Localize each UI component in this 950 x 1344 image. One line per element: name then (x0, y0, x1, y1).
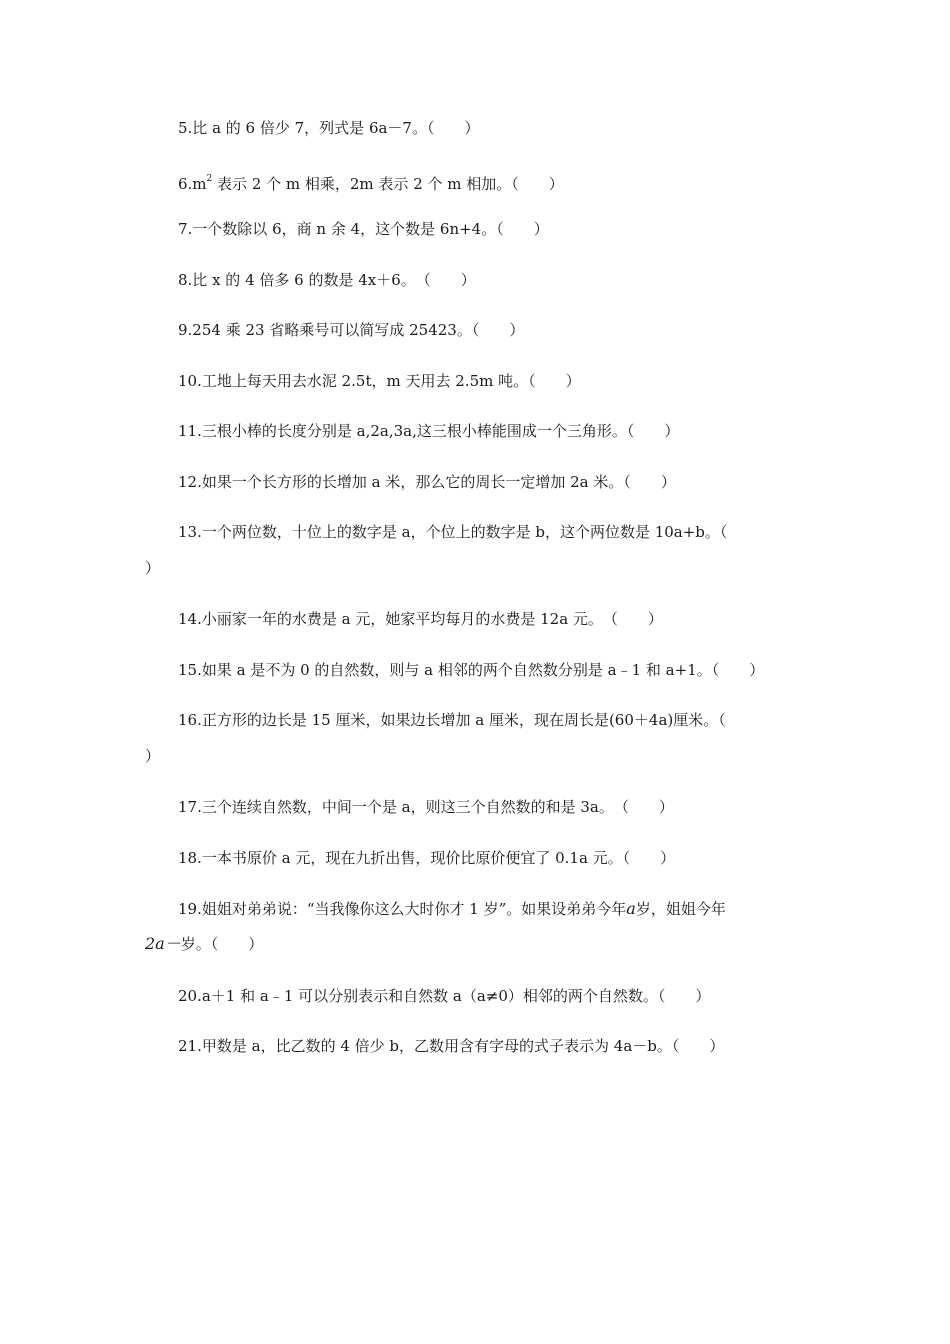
q19-variable: a (626, 899, 636, 918)
q19-part-a: 19.姐姐对弟弟说：“当我像你这么大时你才 1 岁”。如果设弟弟今年 (178, 900, 627, 918)
question-13: 13.一个两位数，十位上的数字是 a，个位上的数字是 b，这个两位数是 10a+b。（ (178, 523, 728, 541)
question-7: 7.一个数除以 6，商 n 余 4，这个数是 6n+4。（ ） (178, 220, 549, 238)
question-5: 5.比 a 的 6 倍少 7，列式是 6a－7。（ ） (178, 119, 480, 137)
question-6 (178, 169, 564, 194)
question-11: 11.三根小棒的长度分别是 a,2a,3a,这三根小棒能围成一个三角形。（ ） (178, 422, 680, 440)
question-21: 21.甲数是 a，比乙数的 4 倍少 b，乙数用含有字母的式子表示为 4a－b。（ ） (178, 1037, 725, 1055)
question-14: 14.小丽家一年的水费是 a 元，她家平均每月的水费是 12a 元。 （ ） (178, 610, 663, 628)
question-12: 12.如果一个长方形的长增加 a 米，那么它的周长一定增加 2a 米。（ ） (178, 473, 676, 491)
q6-part-b: 表示 2 个 m 相乘，2m 表示 2 个 m 相加。（ ） (212, 175, 564, 193)
question-19 (178, 899, 726, 919)
question-16: 16.正方形的边长是 15 厘米，如果边长增加 a 厘米，现在周长是(60＋4a)厘米。（ (178, 711, 726, 729)
q19-part-c: 岁。（ ） (180, 935, 264, 953)
question-16-continuation: ） (145, 747, 161, 765)
q19-expression: 2a－ (145, 934, 181, 953)
question-18: 18.一本书原价 a 元，现在九折出售，现价比原价便宜了 0.1a 元。（ ） (178, 849, 676, 867)
question-9: 9.254 乘 23 省略乘号可以简写成 25423。（ ） (178, 321, 525, 339)
question-19-continuation (145, 934, 263, 954)
q19-part-b: 岁，姐姐今年 (635, 900, 726, 918)
q6-part-a: 6.m (178, 175, 207, 193)
q6-superscript: 2 (206, 174, 213, 184)
question-17: 17.三个连续自然数，中间一个是 a，则这三个自然数的和是 3a。 （ ） (178, 798, 674, 816)
question-8: 8.比 x 的 4 倍多 6 的数是 4x＋6。 （ ） (178, 271, 476, 289)
question-15: 15.如果 a 是不为 0 的自然数，则与 a 相邻的两个自然数分别是 a﹣1 和 a+1。（ ） (178, 661, 765, 679)
question-13-continuation: ） (145, 559, 161, 577)
question-20: 20.a＋1 和 a﹣1 可以分别表示和自然数 a（a≠0）相邻的两个自然数。（ ） (178, 987, 711, 1005)
question-10: 10.工地上每天用去水泥 2.5t，m 天用去 2.5m 吨。（ ） (178, 372, 581, 390)
